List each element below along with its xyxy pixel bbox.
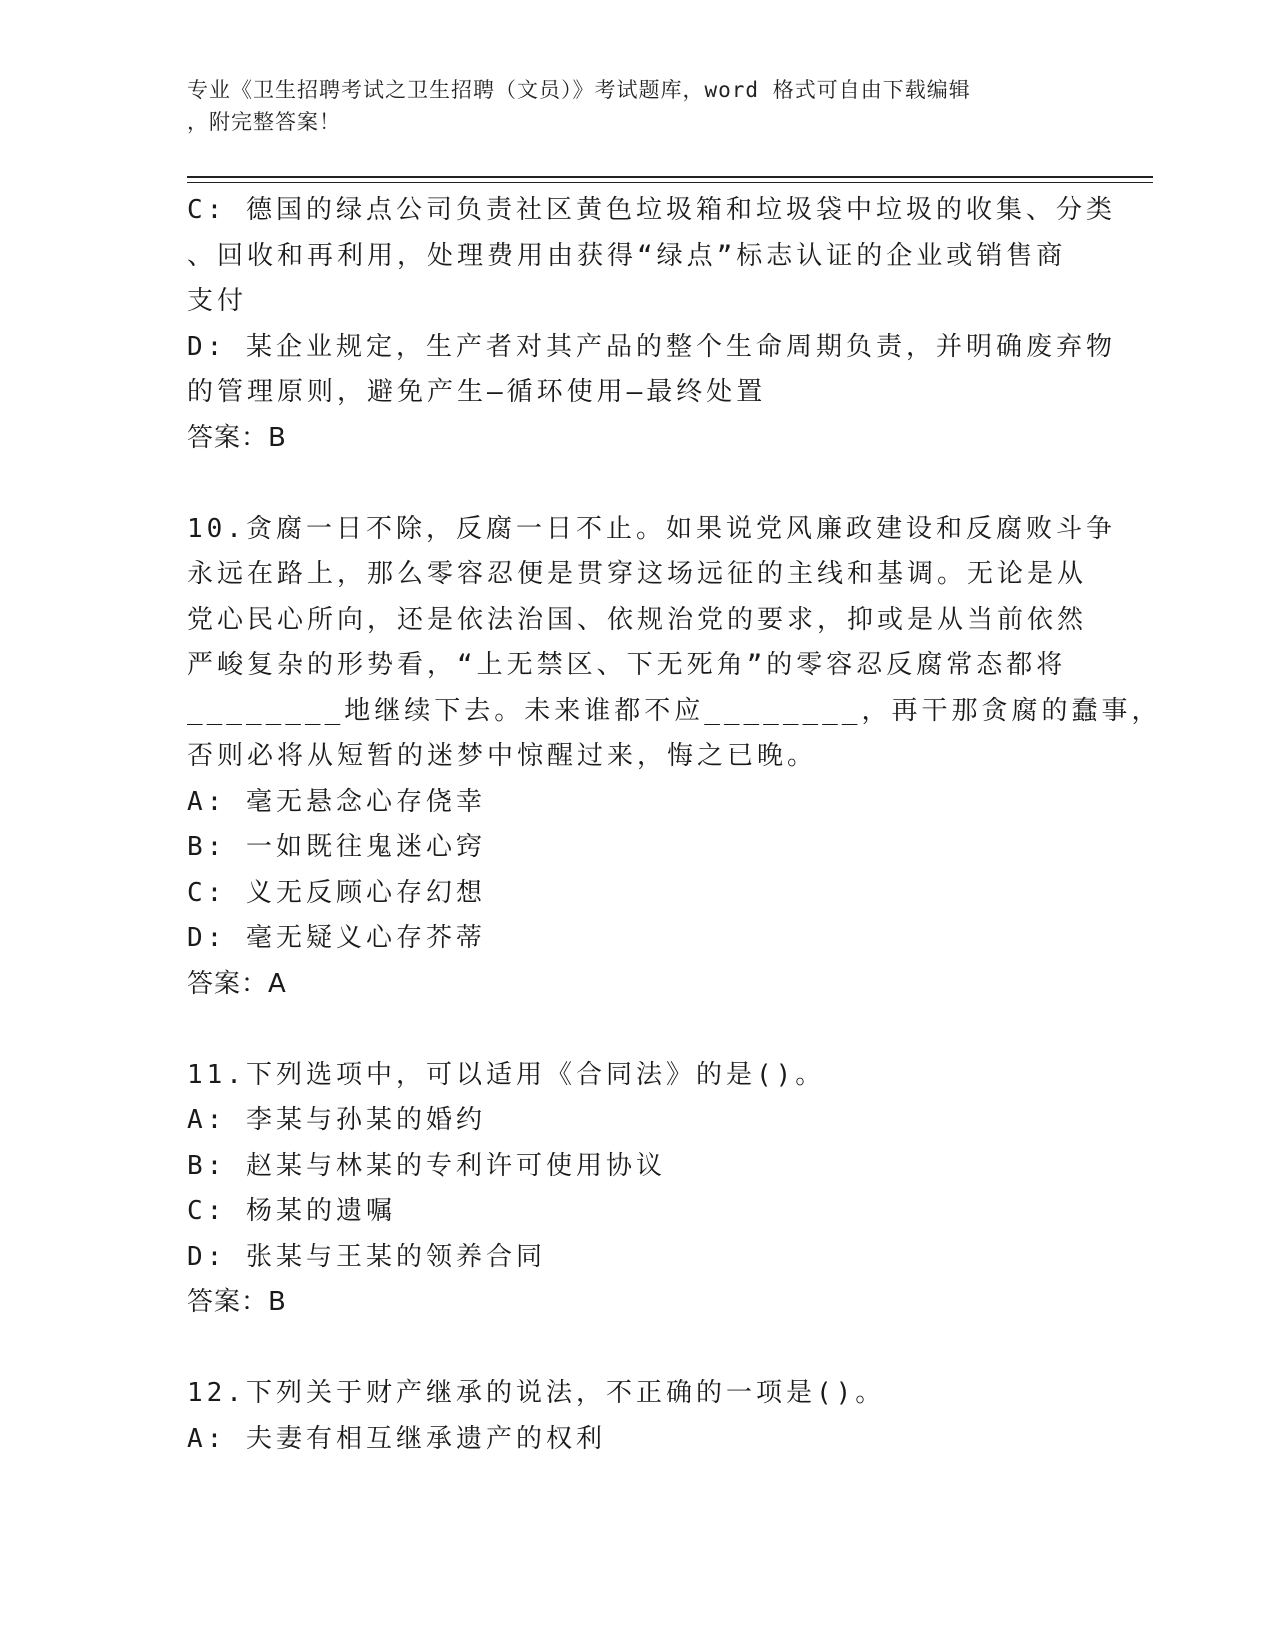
question-stem-line: 否则必将从短暂的迷梦中惊醒过来，悔之已晚。: [187, 741, 818, 771]
option-c-line: 支付: [187, 286, 248, 316]
option-a: A: 毫无悬念心存侥幸: [187, 786, 486, 817]
option-a: A: 李某与孙某的婚约: [187, 1105, 486, 1135]
option-c: C: 义无反顾心存幻想: [187, 877, 486, 908]
question-12: [187, 1371, 1067, 1462]
option-b: B: 一如既往鬼迷心窍: [187, 832, 486, 862]
option-d: D: 张某与王某的领养合同: [187, 1241, 546, 1272]
question-stem-line: 党心民心所向，还是依法治国、依规治党的要求，抑或是从当前依然: [187, 604, 1088, 635]
question-9-tail: [187, 188, 1116, 461]
answer-label: 答案：B: [187, 422, 287, 453]
header-line-2: ，附完整答案！: [187, 110, 341, 134]
question-11: [187, 1053, 1067, 1326]
option-d-line: D: 某企业规定，生产者对其产品的整个生命周期负责，并明确废弃物: [187, 331, 1116, 362]
answer-label: 答案：B: [187, 1287, 287, 1317]
option-d-line: 的管理原则，避免产生—循环使用—最终处置: [187, 377, 767, 407]
question-stem-line: ________地继续下去。未来谁都不应________，再干那贪腐的蠢事，: [187, 695, 1162, 726]
option-d: D: 毫无疑义心存芥蒂: [187, 923, 486, 953]
header-rule-thick: [187, 176, 1153, 178]
spacer: [187, 461, 1067, 507]
question-stem: 12.下列关于财产继承的说法，不正确的一项是()。: [187, 1378, 886, 1408]
question-stem-line: 10.贪腐一日不除，反腐一日不止。如果说党风廉政建设和反腐败斗争: [187, 513, 1116, 544]
option-c: C: 杨某的遗嘱: [187, 1196, 396, 1226]
document-header: [187, 74, 1067, 138]
document-body: [187, 188, 1162, 1462]
header-line-1: 专业《卫生招聘考试之卫生招聘（文员）》考试题库，word 格式可自由下载编辑: [187, 78, 971, 102]
question-stem: 11.下列选项中，可以适用《合同法》的是()。: [187, 1059, 826, 1090]
answer-label: 答案：A: [187, 968, 287, 999]
question-stem-line: 永远在路上，那么零容忍便是贯穿这场远征的主线和基调。无论是从: [187, 559, 1088, 589]
option-b: B: 赵某与林某的专利许可使用协议: [187, 1150, 666, 1181]
option-a: A: 夫妻有相互继承遗产的权利: [187, 1423, 606, 1454]
option-c-line: C: 德国的绿点公司负责社区黄色垃圾箱和垃圾袋中垃圾的收集、分类: [187, 195, 1116, 225]
option-c-line: 、回收和再利用，处理费用由获得“绿点”标志认证的企业或销售商: [187, 240, 1067, 271]
header-rule-thin: [187, 182, 1153, 183]
spacer: [187, 1007, 1067, 1053]
question-10: [187, 507, 1162, 1008]
spacer: [187, 1326, 1067, 1372]
question-stem-line: 严峻复杂的形势看，“上无禁区、下无死角”的零容忍反腐常态都将: [187, 650, 1067, 680]
